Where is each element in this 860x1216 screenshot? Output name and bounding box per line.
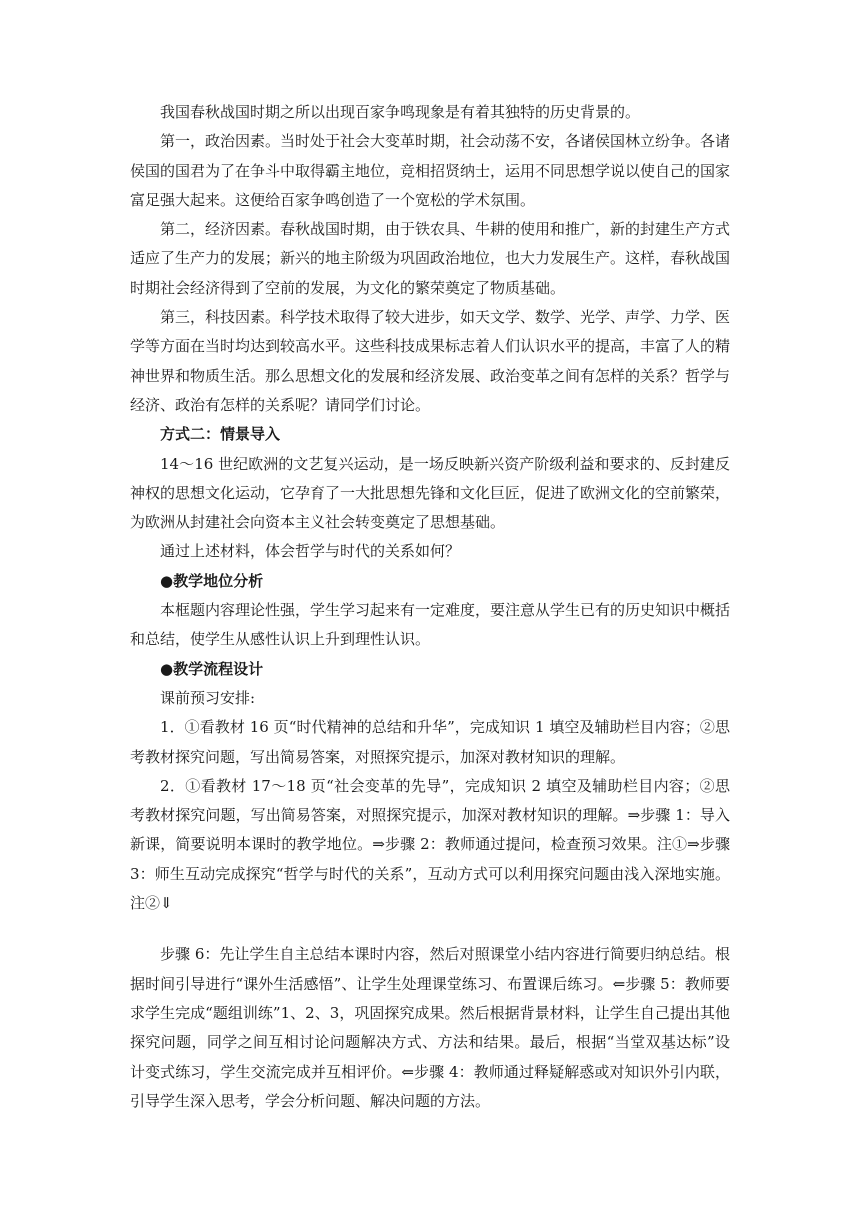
preview-step-1: 1．①看教材 16 页“时代精神的总结和升华”，完成知识 1 填空及辅助栏目内容；②思考教材探究问题，写出简易答案，对照探究提示，加深对教材知识的理解。 — [130, 718, 730, 766]
process-steps-paragraph: 步骤 6：先让学生自主总结本课时内容，然后对照课堂小结内容进行简要归纳总结。根据时间引导进行“课外生活感悟”、让学生处理课堂练习、布置课后练习。⇐步骤 5：教师要求学生完成“题组训练”1、2、3，巩固探究成果。然后根据背景材料，让学生自己提出其他探究问题，同学之间互相讨论问题解决方式、方法和结果。最后，根据“当堂双基达标”设计变式练习，学生交流完成并互相评价。⇐步骤 4：教师通过释疑解惑或对知识外引内联，引导学生深入思考，学会分析问题、解决问题的方法。 — [130, 945, 730, 1110]
preview-step-2: 2．①看教材 17～18 页“社会变革的先导”，完成知识 2 填空及辅助栏目内容；②思考教材探究问题，写出简易答案，对照探究提示，加深对教材知识的理解。⇒步骤 1：导入新课，简要说明本课时的教学地位。⇒步骤 2：教师通过提问，检查预习效果。注①⇒步骤 3：师生互动完成探究“哲学与时代的关系”，互动方式可以利用探究问题由浅入深地实施。注②⇓ — [130, 776, 730, 913]
document-body — [130, 98, 730, 1116]
spacer — [130, 918, 730, 940]
economic-factor-paragraph: 第二，经济因素。春秋战国时期，由于铁农具、牛耕的使用和推广，新的封建生产方式适应了生产力的发展；新兴的地主阶级为巩固政治地位，也大力发展生产。这样，春秋战国时期社会经济得到了空前的发展，为文化的繁荣奠定了物质基础。 — [130, 220, 731, 297]
preview-arrangement-label: 课前预习安排: — [160, 688, 256, 707]
teaching-process-heading: ●教学流程设计 — [160, 659, 264, 678]
political-factor-paragraph: 第一，政治因素。当时处于社会大变革时期，社会动荡不安，各诸侯国林立纷争。各诸侯国的国君为了在争斗中取得霸主地位，竞相招贤纳士，运用不同思想学说以使自己的国家富足强大起来。这便给百家争鸣创造了一个宽松的学术氛围。 — [130, 132, 731, 209]
technology-factor-paragraph: 第三，科技因素。科学技术取得了较大进步，如天文学、数学、光学、声学、力学、医学等方面在当时均达到较高水平。这些科技成果标志着人们认识水平的提高，丰富了人的精神世界和物质生活。那么思想文化的发展和经济发展、政治变革之间有怎样的关系？哲学与经济、政治有怎样的关系呢？请同学们讨论。 — [130, 308, 731, 414]
intro-paragraph: 我国春秋战国时期之所以出现百家争鸣现象是有着其独特的历史背景的。 — [160, 103, 641, 121]
renaissance-paragraph: 14～16 世纪欧洲的文艺复兴运动，是一场反映新兴资产阶级利益和要求的、反封建反神权的思想文化运动，它孕育了一大批思想先锋和文化巨匠，促进了欧洲文化的空前繁荣，为欧洲从封建社会向资本主义社会转变奠定了思想基础。 — [130, 454, 731, 532]
teaching-position-heading: ●教学地位分析 — [160, 571, 264, 590]
teaching-position-paragraph: 本框题内容理论性强，学生学习起来有一定难度，要注意从学生已有的历史知识中概括和总结，使学生从感性认识上升到理性认识。 — [130, 601, 731, 649]
method-two-heading: 方式二：情景导入 — [160, 425, 281, 444]
reflection-question: 通过上述材料，体会哲学与时代的关系如何？ — [160, 542, 461, 561]
